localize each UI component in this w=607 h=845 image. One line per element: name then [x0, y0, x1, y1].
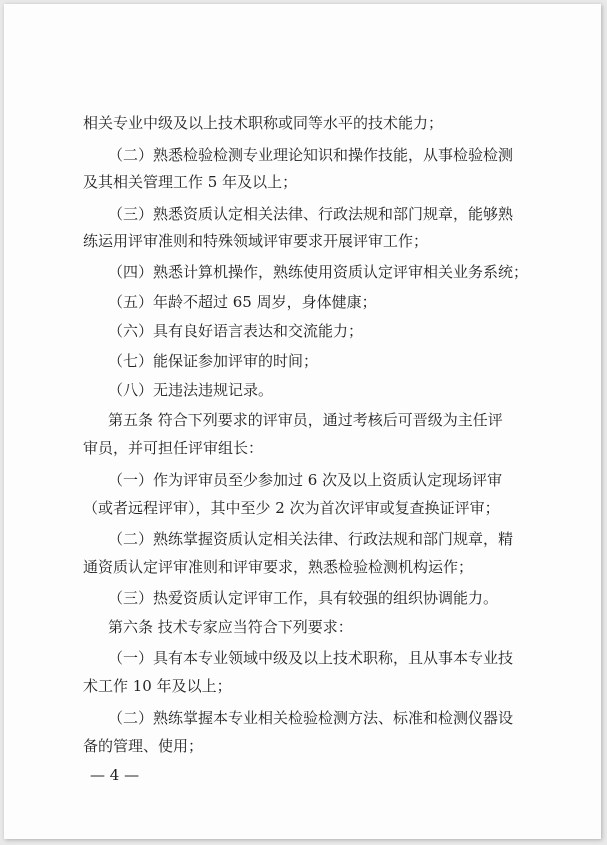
document-page — [4, 4, 601, 839]
text-line: （四）熟悉计算机操作，熟练使用资质认定评审相关业务系统； — [108, 263, 529, 281]
document-body — [4, 4, 601, 839]
text-line: （或者远程评审），其中至少 2 次为首次评审或复查换证评审； — [83, 499, 500, 517]
text-line: 及其相关管理工作 5 年及以上； — [83, 173, 298, 191]
text-line: （七）能保证参加评审的时间； — [108, 352, 319, 370]
text-line: （六）具有良好语言表达和交流能力； — [108, 322, 364, 340]
article-heading: 第五条 符合下列要求的评审员，通过考核后可晋级为主任评 — [108, 411, 503, 429]
page-number: — 4 — — [90, 766, 140, 784]
text-line: 通资质认定评审准则和评审要求，熟悉检验检测机构运作； — [83, 558, 474, 576]
text-line: 审员，并可担任评审组长： — [83, 439, 264, 457]
text-line: （二）熟悉检验检测专业理论知识和操作技能，从事检验检测 — [108, 146, 514, 164]
text-line: （二）熟练掌握本专业相关检验检测方法、标准和检测仪器设 — [108, 709, 514, 727]
article-heading: 第六条 技术专家应当符合下列要求： — [108, 618, 353, 636]
text-line: 练运用评审准则和特殊领域评审要求开展评审工作； — [83, 232, 429, 250]
text-line: （八）无违法违规记录。 — [108, 381, 274, 399]
text-line: （三）热爱资质认定评审工作，具有较强的组织协调能力。 — [108, 589, 499, 607]
text-line: （一）作为评审员至少参加过 6 次及以上资质认定现场评审 — [108, 471, 503, 489]
text-line: 术工作 10 年及以上； — [83, 677, 232, 695]
text-line: （三）熟悉资质认定相关法律、行政法规和部门规章，能够熟 — [108, 205, 514, 223]
text-line: （二）熟练掌握资质认定相关法律、行政法规和部门规章，精 — [108, 530, 514, 548]
text-line: （五）年龄不超过 65 周岁，身体健康； — [108, 293, 377, 311]
text-line: （一）具有本专业领域中级及以上技术职称，且从事本专业技 — [108, 649, 514, 667]
text-line: 备的管理、使用； — [83, 737, 204, 755]
text-line: 相关专业中级及以上技术职称或同等水平的技术能力； — [83, 114, 444, 132]
